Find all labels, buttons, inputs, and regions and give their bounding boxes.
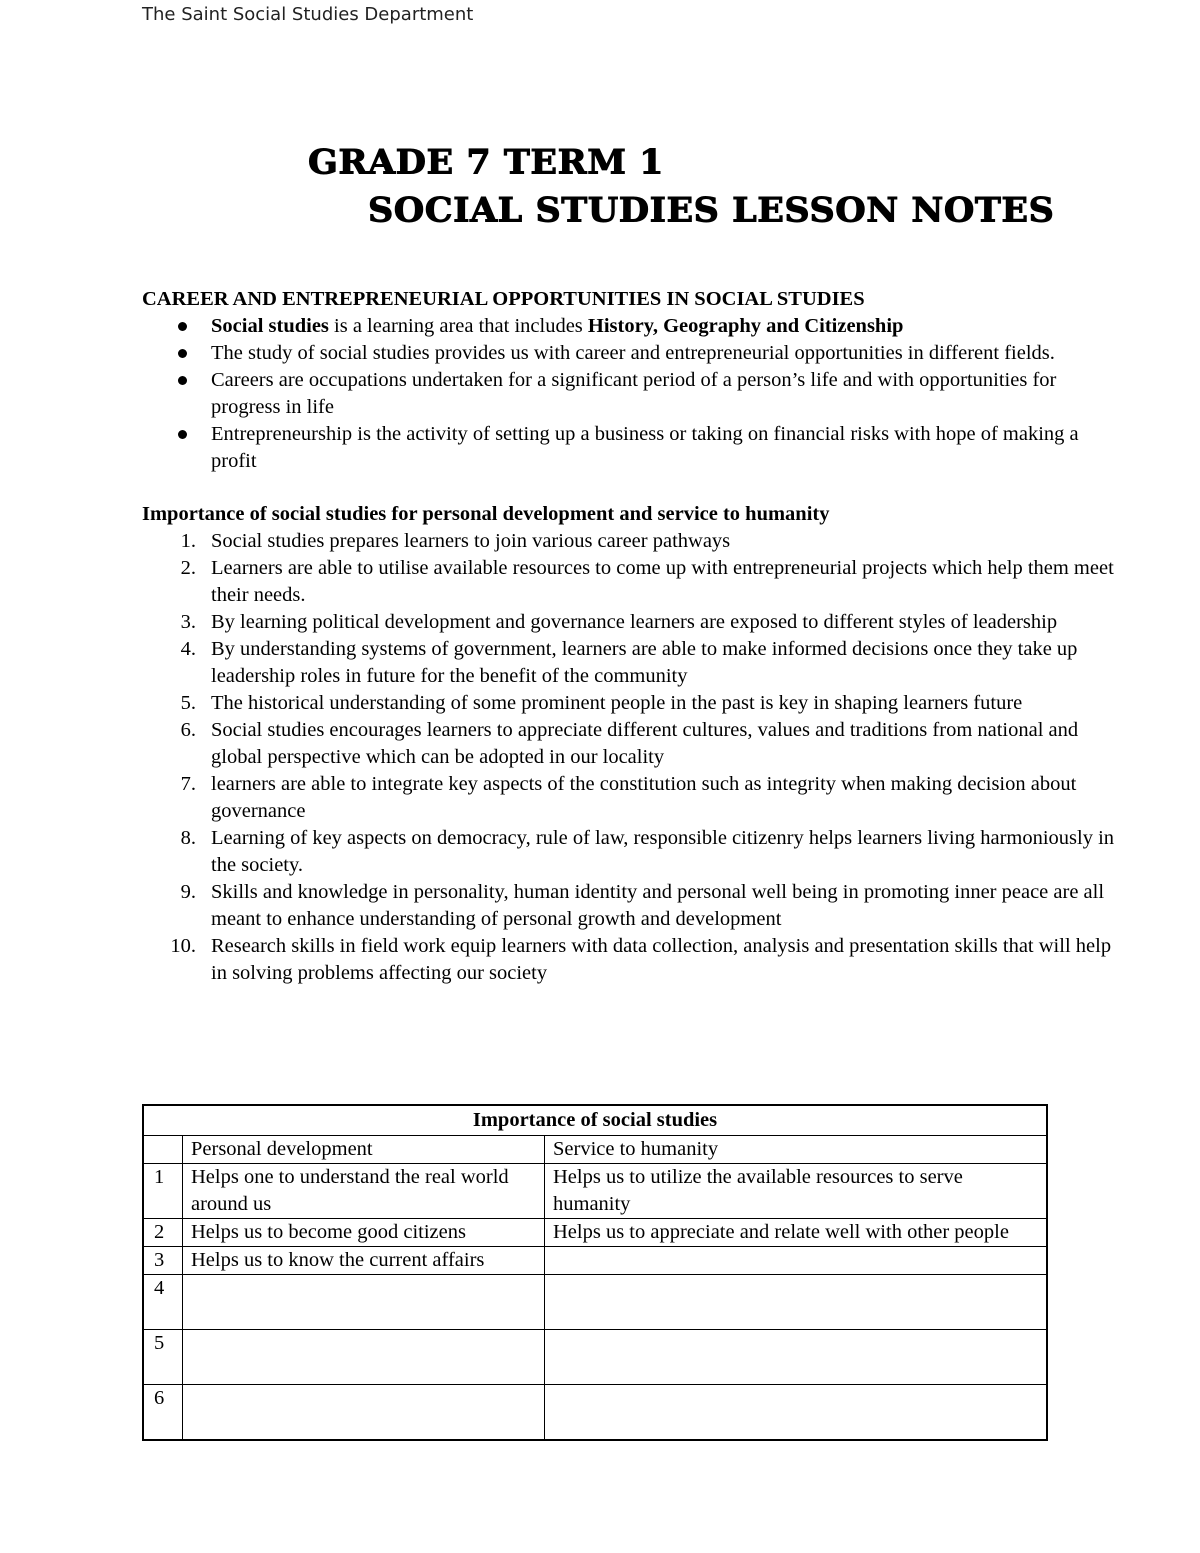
table-caption: Importance of social studies [143, 1105, 1047, 1136]
row-number: 5 [143, 1330, 183, 1385]
section-heading-importance: Importance of social studies for personal development and service to humanity [142, 503, 830, 525]
row-number: 1 [143, 1164, 183, 1219]
item-number: 3. [180, 611, 196, 633]
table-row [143, 1330, 1047, 1385]
cell-service [545, 1330, 1048, 1385]
importance-numbered-list [142, 528, 1127, 987]
bullet-icon [178, 349, 187, 358]
item-number: 6. [180, 719, 196, 741]
cell-service [545, 1247, 1048, 1275]
list-item [142, 636, 1127, 690]
item-text: learners are able to integrate key aspects of the constitution such as integrity when making decision about governance [211, 773, 1077, 822]
cell-personal: Helps one to understand the real world around us [183, 1164, 545, 1219]
list-item [142, 313, 1127, 340]
bullet-text: Entrepreneurship is the activity of setting up a business or taking on financial risks with hope of making a profit [211, 423, 1079, 472]
row-number: 4 [143, 1275, 183, 1330]
bullet-icon [178, 376, 187, 385]
career-bullet-list [142, 313, 1127, 475]
cell-personal: Helps us to become good citizens [183, 1219, 545, 1247]
table-caption-row [143, 1105, 1047, 1136]
list-item [142, 609, 1127, 636]
item-number: 5. [180, 692, 196, 714]
term-social-studies: Social studies [211, 315, 329, 337]
item-text: Learners are able to utilise available resources to come up with entrepreneurial projects which help them meet their needs. [211, 557, 1114, 606]
row-number: 3 [143, 1247, 183, 1275]
page-header: The Saint Social Studies Department [142, 4, 474, 25]
column-header-personal: Personal development [183, 1136, 545, 1164]
cell-service: Helps us to utilize the available resources to serve humanity [545, 1164, 1048, 1219]
cell-service [545, 1385, 1048, 1441]
bullet-text: is a learning area that includes [328, 315, 588, 337]
item-number: 2. [180, 557, 196, 579]
list-item [142, 555, 1127, 609]
item-text: By understanding systems of government, learners are able to make informed decisions once they take up leadership roles in future for the benefit of the community [211, 638, 1078, 687]
cell-personal: Helps us to know the current affairs [183, 1247, 545, 1275]
table-cell [143, 1136, 183, 1164]
item-number: 1. [180, 530, 196, 552]
importance-table [142, 1104, 1048, 1441]
list-item [142, 421, 1127, 475]
list-item [142, 690, 1127, 717]
bullet-text: Careers are occupations undertaken for a significant period of a person’s life and with opportunities for progress in life [211, 369, 1057, 418]
list-item [142, 528, 1127, 555]
table-row [143, 1385, 1047, 1441]
item-text: Skills and knowledge in personality, human identity and personal well being in promoting inner peace are all meant to enhance understanding of personal growth and development [211, 881, 1105, 930]
item-text: Learning of key aspects on democracy, rule of law, responsible citizenry helps learners living harmoniously in the society. [211, 827, 1115, 876]
item-text: Research skills in field work equip learners with data collection, analysis and presentation skills that will help in solving problems affecting our society [211, 935, 1112, 984]
row-number: 2 [143, 1219, 183, 1247]
list-item [142, 367, 1127, 421]
list-item [142, 879, 1127, 933]
table-row [143, 1275, 1047, 1330]
section-heading-careers: CAREER AND ENTREPRENEURIAL OPPORTUNITIES IN SOCIAL STUDIES [142, 288, 865, 310]
table-row [143, 1247, 1047, 1275]
term-subjects: History, Geography and Citizenship [587, 315, 904, 337]
item-text: Social studies prepares learners to join various career pathways [211, 530, 731, 552]
table-row [143, 1164, 1047, 1219]
column-header-service: Service to humanity [545, 1136, 1048, 1164]
item-text: Social studies encourages learners to appreciate different cultures, values and traditions from national and global perspective which can be adopted in our locality [211, 719, 1079, 768]
item-text: By learning political development and governance learners are exposed to different styles of leadership [211, 611, 1058, 633]
cell-service: Helps us to appreciate and relate well with other people [545, 1219, 1048, 1247]
bullet-icon [178, 430, 187, 439]
item-number: 8. [180, 827, 196, 849]
cell-personal [183, 1330, 545, 1385]
lesson-content [142, 286, 1127, 987]
item-number: 4. [180, 638, 196, 660]
bullet-icon [178, 322, 187, 331]
list-item [142, 933, 1127, 987]
row-number: 6 [143, 1385, 183, 1441]
list-item [142, 771, 1127, 825]
title-grade-term: GRADE 7 TERM 1 [308, 143, 664, 182]
item-number: 9. [180, 881, 196, 903]
title-lesson-notes: SOCIAL STUDIES LESSON NOTES [368, 191, 1055, 230]
table-header-row [143, 1136, 1047, 1164]
item-text: The historical understanding of some prominent people in the past is key in shaping learners future [211, 692, 1023, 714]
list-item [142, 717, 1127, 771]
list-item [142, 825, 1127, 879]
item-number: 10. [170, 935, 196, 957]
cell-service [545, 1275, 1048, 1330]
cell-personal [183, 1275, 545, 1330]
item-number: 7. [180, 773, 196, 795]
bullet-text: The study of social studies provides us with career and entrepreneurial opportunities in different fields. [211, 342, 1055, 364]
list-item [142, 340, 1127, 367]
table-row [143, 1219, 1047, 1247]
cell-personal [183, 1385, 545, 1441]
